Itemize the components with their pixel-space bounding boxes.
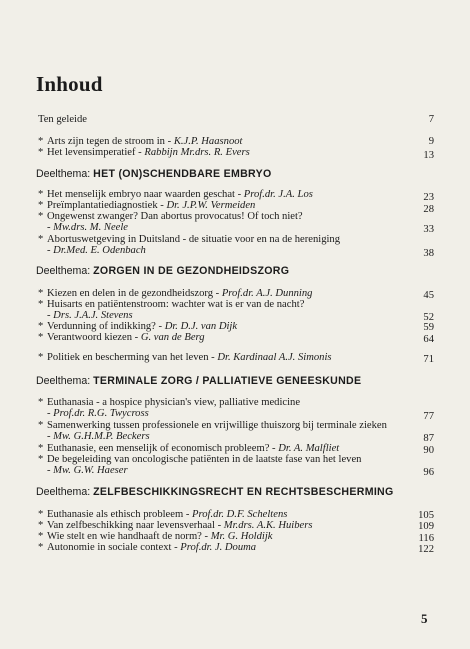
- entry-title: Kiezen en delen in de gezondheidszorg -: [47, 288, 222, 299]
- entry-title: Euthanasie, een menselijk of economisch probleem? -: [47, 443, 279, 454]
- entry-page: 96: [423, 467, 434, 478]
- section-heading: [36, 486, 436, 499]
- section-title: TERMINALE ZORG / PALLIATIEVE GENEESKUNDE: [93, 375, 362, 387]
- bullet-marker: *: [38, 443, 44, 454]
- entry-author: Dr. Kardinaal A.J. Simonis: [217, 352, 332, 363]
- entry-title: Verdunning of indikking? -: [47, 321, 165, 332]
- entry-title: De begeleiding van oncologische patiënten in de laatste fase van het leven: [47, 454, 362, 465]
- entry-title: Politiek en bescherming van het leven -: [47, 352, 218, 363]
- bullet-marker: *: [38, 332, 44, 343]
- entry-author: G. van de Berg: [140, 332, 205, 343]
- entry-author: - Prof.dr. R.G. Twycross: [47, 408, 149, 419]
- entry-author: Dr. A. Malfliet: [278, 443, 340, 454]
- bullet-marker: *: [38, 189, 44, 200]
- bullet-marker: *: [38, 200, 44, 211]
- bullet-marker: *: [38, 299, 44, 310]
- entry-title: Euthanasie als ethisch probleem -: [47, 509, 193, 520]
- bullet-marker: *: [38, 136, 44, 147]
- entry-author: Prof.dr. J.A. Los: [243, 189, 313, 200]
- entry-author: - Mw.drs. M. Neele: [47, 222, 129, 233]
- bullet-marker: *: [38, 531, 44, 542]
- entry-page: 52: [423, 312, 434, 323]
- entry-page: 59: [423, 322, 434, 333]
- entry-title: Preïmplantatiediagnostiek -: [47, 200, 167, 211]
- entry-page: 122: [418, 544, 434, 555]
- entry-author: Mr. G. Holdijk: [210, 531, 273, 542]
- bullet-marker: *: [38, 542, 44, 553]
- entry-title: Ongewenst zwanger? Dan abortus provocatus! Of toch niet?: [47, 211, 303, 222]
- section-title: HET (ON)SCHENDBARE EMBRYO: [93, 168, 272, 180]
- entry-author: Prof.dr. D.F. Scheltens: [192, 509, 288, 520]
- entry-author: Prof.dr. A.J. Dunning: [221, 288, 313, 299]
- entry-title: Autonomie in sociale context -: [47, 542, 181, 553]
- entry-page: 45: [423, 290, 434, 301]
- entry-page: 87: [423, 433, 434, 444]
- bullet-marker: *: [38, 288, 44, 299]
- entry-page: 77: [423, 411, 434, 422]
- entry-title: Abortuswetgeving in Duitsland - de situatie voor en na de hereniging: [47, 234, 341, 245]
- entry-page: 33: [423, 224, 434, 235]
- entry-author: Prof.dr. J. Douma: [180, 542, 257, 553]
- bullet-marker: *: [38, 234, 44, 245]
- entry-author: - Drs. J.A.J. Stevens: [47, 310, 133, 321]
- entry-author: Dr. J.P.W. Vermeiden: [166, 200, 256, 211]
- bullet-marker: *: [38, 397, 44, 408]
- section-title: ZELFBESCHIKKINGSRECHT EN RECHTSBESCHERMING: [93, 486, 394, 498]
- entry-author: - Mw. G.H.M.P. Beckers: [47, 431, 150, 442]
- entry-author: K.J.P. Haasnoot: [173, 136, 243, 147]
- bullet-marker: *: [38, 147, 44, 158]
- entry-title: Van zelfbeschikking naar levensverhaal -: [47, 520, 224, 531]
- bullet-marker: *: [38, 420, 44, 431]
- entry-title: Arts zijn tegen de stroom in -: [47, 136, 174, 147]
- entry-page: 90: [423, 445, 434, 456]
- section-lead: Deelthema:: [36, 486, 91, 498]
- section-lead: Deelthema:: [36, 375, 91, 387]
- entry-title: Ten geleide: [38, 114, 87, 125]
- bullet-marker: *: [38, 520, 44, 531]
- section-heading: [36, 265, 436, 278]
- entry-author: Dr. D.J. van Dijk: [164, 321, 238, 332]
- entry-title: Huisarts en patiëntenstroom: wachter wat is er van de nacht?: [47, 299, 305, 310]
- entry-title: Het levensimperatief -: [47, 147, 145, 158]
- section-title: ZORGEN IN DE GEZONDHEIDSZORG: [93, 265, 290, 277]
- entry-page: 23: [423, 192, 434, 203]
- entry-page: 38: [423, 248, 434, 259]
- entry-author: - Mw. G.W. Haeser: [47, 465, 128, 476]
- section-lead: Deelthema:: [36, 168, 91, 180]
- entry-page: 9: [428, 136, 434, 147]
- bullet-marker: *: [38, 211, 44, 222]
- entry-page: 105: [418, 510, 434, 521]
- entry-title: Wie stelt en wie handhaaft de norm? -: [47, 531, 211, 542]
- entry-page: 116: [418, 533, 434, 544]
- section-heading: [36, 168, 436, 181]
- entry-title: Het menselijk embryo naar waarden geschat -: [47, 189, 244, 200]
- entry-page: 109: [418, 521, 434, 532]
- bullet-marker: *: [38, 509, 44, 520]
- entry-page: 13: [423, 150, 434, 161]
- entry-page: 7: [428, 114, 434, 125]
- entry-page: 71: [423, 354, 434, 365]
- page-title: Inhoud: [36, 72, 103, 96]
- entry-title: Euthanasia - a hospice physician's view, palliative medicine: [47, 397, 301, 408]
- entry-title: Samenwerking tussen professionele en vrijwillige thuiszorg bij terminale zieken: [47, 420, 387, 431]
- bullet-marker: *: [38, 321, 44, 332]
- section-lead: Deelthema:: [36, 265, 91, 277]
- entry-author: - Dr.Med. E. Odenbach: [47, 245, 146, 256]
- page-number: 5: [421, 611, 428, 626]
- bullet-marker: *: [38, 454, 44, 465]
- entry-page: 28: [423, 204, 434, 215]
- entry-author: Mr.drs. A.K. Huibers: [223, 520, 313, 531]
- entry-page: 64: [423, 334, 434, 345]
- section-heading: [36, 375, 436, 388]
- entry-author: Rabbijn Mr.drs. R. Evers: [144, 147, 250, 158]
- bullet-marker: *: [38, 352, 44, 363]
- entry-title: Verantwoord kiezen -: [47, 332, 141, 343]
